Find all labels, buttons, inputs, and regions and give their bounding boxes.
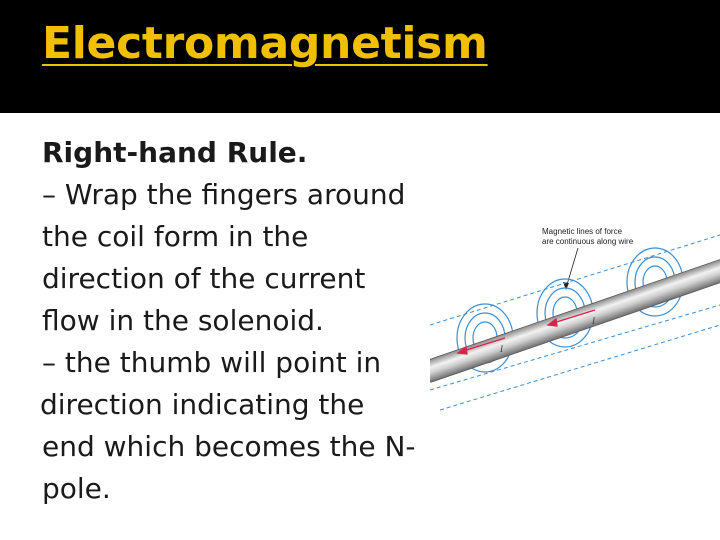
bullet-line: – the thumb will point in bbox=[42, 346, 382, 379]
text-line: direction of the current bbox=[42, 262, 366, 295]
current-label: I bbox=[592, 316, 595, 326]
text-line: the coil form in the bbox=[42, 220, 309, 253]
text-line: end which becomes the N- bbox=[42, 430, 416, 463]
bullet-line: – Wrap the fingers around bbox=[42, 178, 406, 211]
bullet-text-block bbox=[22, 132, 462, 510]
figure-label-line1: Magnetic lines of force bbox=[542, 227, 623, 236]
slide-title: Electromagnetism bbox=[42, 18, 488, 69]
figure-label-line2: are continuous along wire bbox=[542, 237, 634, 246]
wire-field-svg bbox=[430, 210, 720, 420]
text-line: pole. bbox=[42, 472, 111, 505]
text-line: flow in the solenoid. bbox=[42, 304, 324, 337]
current-label: I bbox=[500, 344, 503, 354]
text-line: direction indicating the bbox=[40, 388, 365, 421]
solenoid-wire-diagram bbox=[430, 210, 720, 420]
wire bbox=[430, 254, 720, 385]
bullet-line: Right-hand Rule. bbox=[42, 136, 308, 169]
